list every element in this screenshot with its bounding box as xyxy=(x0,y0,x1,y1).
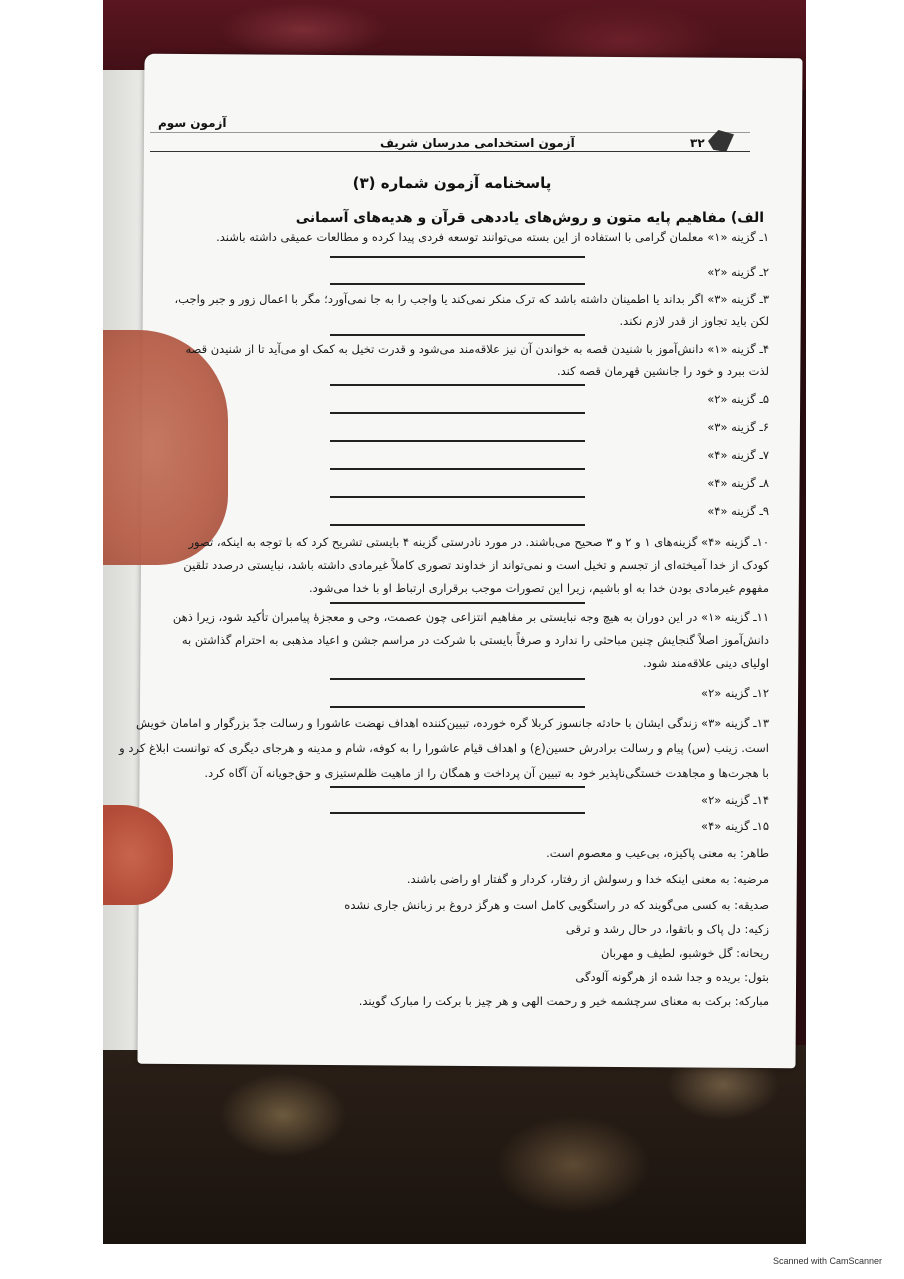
divider xyxy=(330,812,585,814)
answer-line: ۲ـ گزینه «۲» xyxy=(707,265,769,279)
divider xyxy=(330,283,585,285)
divider xyxy=(330,786,585,788)
answer-line: ۱۰ـ گزینه «۴» گزینه‌های ۱ و ۲ و ۳ صحیح می‌باشند. در مورد نادرستی گزینه ۴ بایستی تشریح کرد که با توجه به اینکه، تصور xyxy=(188,535,769,549)
answer-line: با هجرت‌ها و مجاهدت خستگی‌ناپذیر خود به تبیین آن پرداخت و همگان را از ماهیت ظلم‌ستیزی و حق‌جویانه آن آگاه کرد. xyxy=(204,766,769,780)
thumb xyxy=(103,330,228,565)
answer-line: لذت ببرد و خود را جانشین قهرمان قصه کند. xyxy=(556,364,769,378)
answer-line: کودک از خدا آمیخته‌ای از تجسم و تخیل است و نمی‌تواند از خداوند تصوری کاملاً غیرمادی داشته باشد، نبایستی درصدد تلقین xyxy=(183,558,769,572)
section-label: آزمون سوم xyxy=(158,116,227,130)
answer-line: بتول: بریده و جدا شده از هرگونه آلودگی xyxy=(575,970,769,984)
answer-line: ۱۱ـ گزینه «۱» در این دوران به هیچ وجه نبایستی بر مفاهیم انتزاعی چون عصمت، وحی و معجزهٔ پیامبران تأکید شود، زیرا ذهن xyxy=(172,610,769,624)
divider xyxy=(330,496,585,498)
answer-line: زکیه: دل پاک و باتقوا، در حال رشد و ترقی xyxy=(565,922,769,936)
page-number: ۳۲ xyxy=(690,136,705,150)
divider xyxy=(330,706,585,708)
answer-line: ۱۴ـ گزینه «۲» xyxy=(701,793,769,807)
answer-line: لکن باید تجاوز از قدر لازم نکند. xyxy=(619,314,769,328)
divider xyxy=(330,412,585,414)
answer-line: ۴ـ گزینه «۱» دانش‌آموز با شنیدن قصه به خواندن آن نیز علاقه‌مند می‌شود و قدرت تخیل به کمک او می‌آید تا از شنیدن قصه xyxy=(185,342,769,356)
answer-line: دانش‌آموز اصلاً گنجایش چنین مباحثی را ندارد و صرفاً بایستی با شرکت در مراسم جشن و اعیاد مذهبی به احترام گذاشتن به xyxy=(181,633,769,647)
section-heading: الف) مفاهیم پایه متون و روش‌های یاددهی قرآن و هدیه‌های آسمانی xyxy=(295,210,764,226)
answer-line: اولیای دینی علاقه‌مند شود. xyxy=(643,656,769,670)
scanner-watermark: Scanned with CamScanner xyxy=(772,1256,882,1266)
answer-line: ۸ـ گزینه «۴» xyxy=(707,476,769,490)
divider xyxy=(330,334,585,336)
divider xyxy=(330,678,585,680)
answer-line: ۱۲ـ گزینه «۲» xyxy=(701,686,769,700)
divider xyxy=(330,384,585,386)
answer-line: ۱ـ گزینه «۱» معلمان گرامی با استفاده از این بسته می‌توانند توسعه فردی پیدا کرده و مطالعات عمیقی داشته باشند. xyxy=(216,230,769,244)
page-title: پاسخنامه آزمون شماره (۳) xyxy=(352,174,552,192)
divider xyxy=(330,440,585,442)
answer-line: ۹ـ گزینه «۴» xyxy=(707,504,769,518)
divider xyxy=(330,256,585,258)
answer-line: ۳ـ گزینه «۳» اگر بداند یا اطمینان داشته باشد که ترک منکر نمی‌کند یا واجب را به جا نمی‌آورد؛ مگر با اعمال زور و جبر واجب، xyxy=(174,292,769,306)
answer-line: ریحانه: گل خوشبو، لطیف و مهربان xyxy=(600,946,769,960)
answer-line: ۷ـ گزینه «۴» xyxy=(707,448,769,462)
book-title: آزمون استخدامی مدرسان شریف xyxy=(380,136,575,150)
answer-line: طاهر: به معنی پاکیزه، بی‌عیب و معصوم است. xyxy=(546,846,769,860)
answer-line: مفهوم غیرمادی بودن خدا به او باشیم، زیرا این تصورات موجب برقراری ارتباط او با خدا می‌شود. xyxy=(308,581,769,595)
answer-line: ۶ـ گزینه «۳» xyxy=(707,420,769,434)
divider xyxy=(330,602,585,604)
fabric-bottom xyxy=(103,1045,806,1244)
answer-line: ۱۳ـ گزینه «۳» زندگی ایشان با حادثه جانسوز کربلا گره خورده، تبیین‌کننده اهداف نهضت عاشورا و رسالت جدّ بزرگوار و امامان خویش xyxy=(135,716,769,730)
answer-line: مرضیه: به معنی اینکه خدا و رسولش از رفتار، کردار و گفتار او راضی باشند. xyxy=(406,872,769,886)
divider xyxy=(330,524,585,526)
answer-line: ۵ـ گزینه «۲» xyxy=(707,392,769,406)
answer-line: صدیقه: به کسی می‌گویند که در راستگویی کامل است و هرگز دروغ بر زبانش جاری نشده xyxy=(344,898,769,912)
answer-line: ۱۵ـ گزینه «۴» xyxy=(701,819,769,833)
answer-line: است. زینب (س) پیام و رسالت برادرش حسین(ع) و اهداف قیام عاشورا را به کوفه، شام و مدینه و هرجای دیگری که توانست ابلاغ کرد و xyxy=(119,741,769,755)
answer-line: مبارکه: برکت به معنای سرچشمه خیر و رحمت الهی و هر چیز با برکت را مبارک گویند. xyxy=(358,994,769,1008)
divider xyxy=(330,468,585,470)
